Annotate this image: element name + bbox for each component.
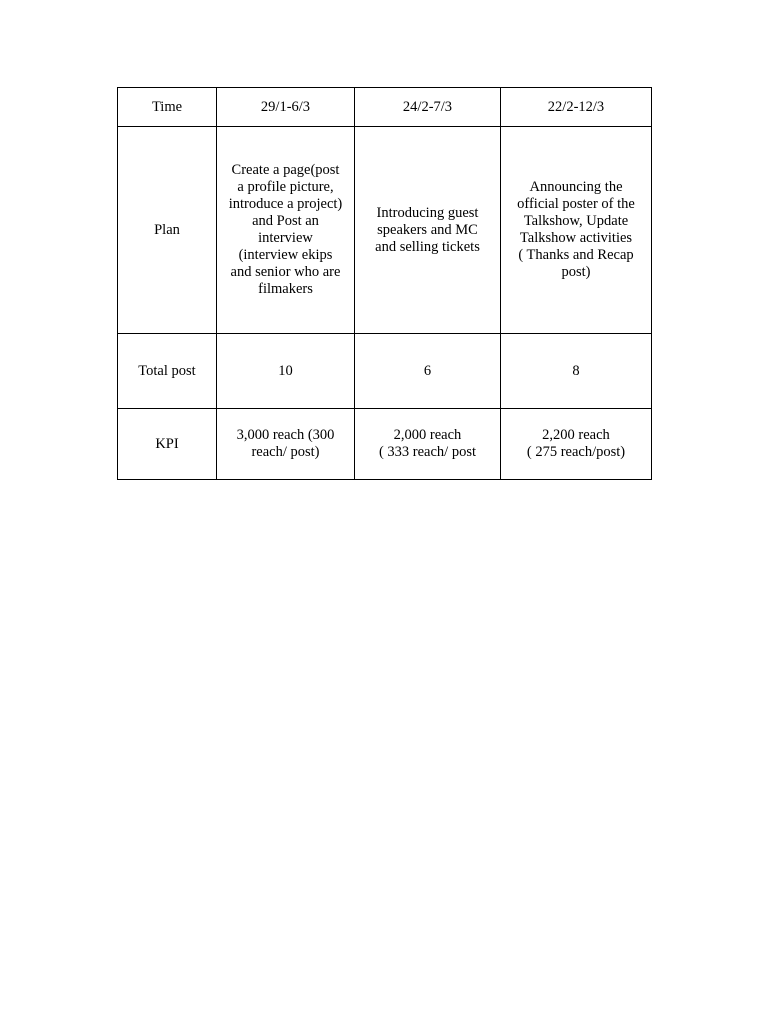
table-row-plan: [118, 127, 652, 334]
time-cell-period-2: 24/2-7/3: [355, 88, 501, 127]
total-post-cell-period-3: 8: [501, 334, 652, 409]
table-row-total-post: [118, 334, 652, 409]
kpi-cell-period-3: 2,200 reach ( 275 reach/post): [501, 409, 652, 480]
kpi-cell-period-1: 3,000 reach (300 reach/ post): [217, 409, 355, 480]
time-cell-period-3: 22/2-12/3: [501, 88, 652, 127]
row-label-plan: Plan: [118, 127, 217, 334]
plan-cell-period-1: Create a page(post a profile picture, introduce a project) and Post an interview (interview ekips and senior who are filmakers: [217, 127, 355, 334]
row-label-time: Time: [118, 88, 217, 127]
time-cell-period-1: 29/1-6/3: [217, 88, 355, 127]
total-post-cell-period-1: 10: [217, 334, 355, 409]
table-row-time: [118, 88, 652, 127]
campaign-plan-table: [117, 87, 652, 480]
kpi-cell-period-2: 2,000 reach ( 333 reach/ post: [355, 409, 501, 480]
row-label-kpi: KPI: [118, 409, 217, 480]
row-label-total-post: Total post: [118, 334, 217, 409]
plan-cell-period-2: Introducing guest speakers and MC and selling tickets: [355, 127, 501, 334]
total-post-cell-period-2: 6: [355, 334, 501, 409]
table-row-kpi: [118, 409, 652, 480]
plan-cell-period-3: Announcing the official poster of the Talkshow, Update Talkshow activities ( Thanks and Recap post): [501, 127, 652, 334]
